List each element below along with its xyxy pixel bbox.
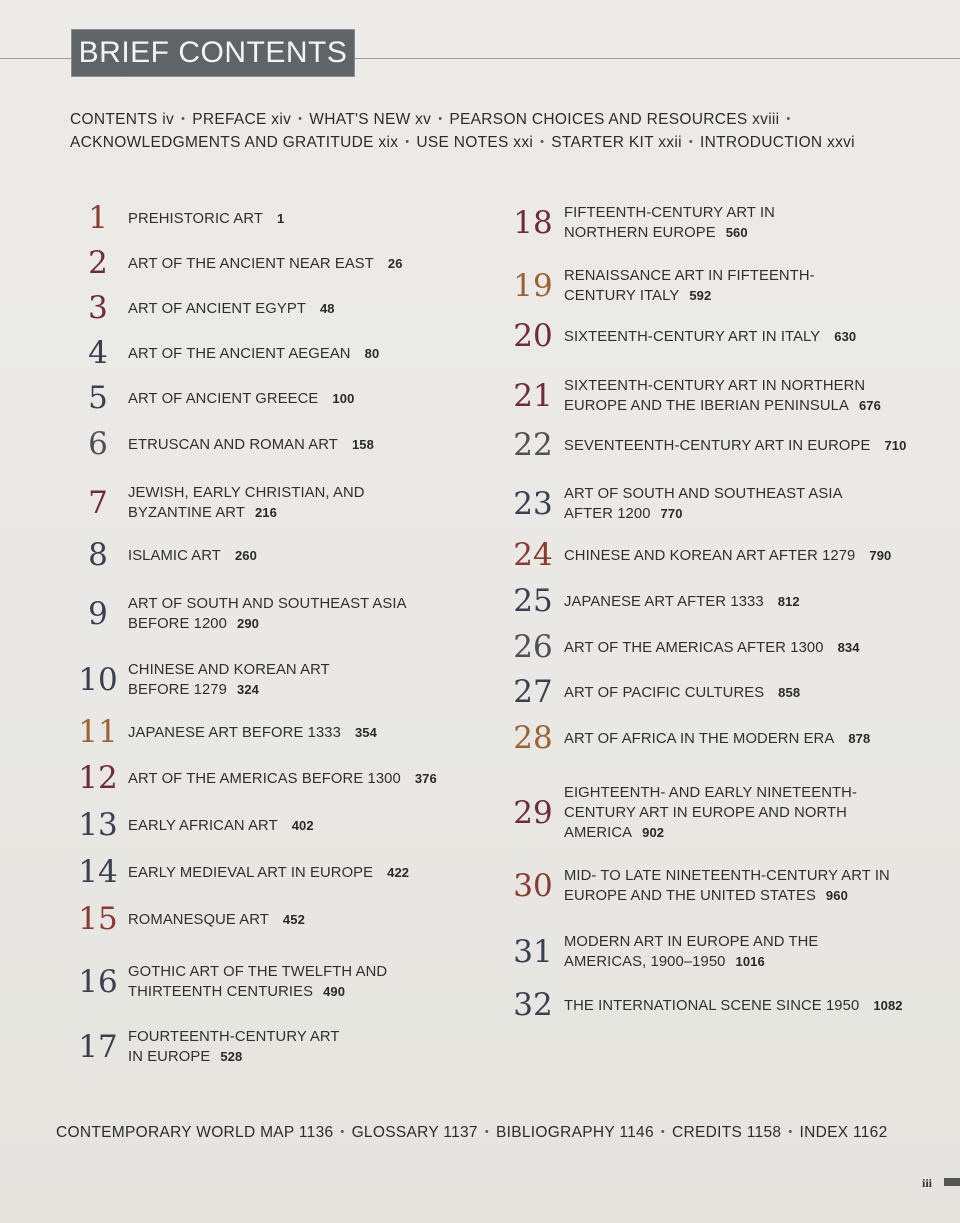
chapter-title bbox=[564, 996, 903, 1016]
chapter-title-line bbox=[564, 886, 890, 906]
chapter-title-line bbox=[564, 866, 890, 886]
chapter-number: 4 bbox=[88, 335, 108, 371]
chapter-number: 22 bbox=[513, 427, 553, 463]
chapter-title bbox=[128, 435, 374, 455]
chapter-title-line bbox=[564, 327, 856, 347]
chapter-entry[interactable] bbox=[502, 484, 843, 524]
chapter-entry[interactable] bbox=[68, 380, 355, 416]
chapter-page-number: 790 bbox=[869, 547, 892, 563]
chapter-title-line bbox=[564, 376, 881, 396]
chapter-entry[interactable] bbox=[68, 962, 387, 1002]
chapter-page-number: 902 bbox=[642, 825, 665, 840]
chapter-entry[interactable] bbox=[68, 594, 407, 634]
chapter-entry[interactable] bbox=[502, 720, 871, 756]
chapter-entry[interactable] bbox=[502, 783, 857, 843]
chapter-title-text: ART OF PACIFIC CULTURES bbox=[564, 684, 765, 701]
chapter-entry[interactable] bbox=[502, 427, 907, 463]
chapter-title-text: THE INTERNATIONAL SCENE SINCE 1950 bbox=[564, 997, 860, 1014]
bullet-separator: • bbox=[786, 113, 791, 125]
chapter-title-text: BEFORE 1279 bbox=[128, 682, 227, 698]
chapter-title-line bbox=[564, 266, 815, 286]
chapter-title-text: NORTHERN EUROPE bbox=[564, 225, 716, 241]
chapter-title-text: ISLAMIC ART bbox=[128, 547, 221, 564]
chapter-title-text: SIXTEENTH-CENTURY ART IN ITALY bbox=[564, 328, 821, 345]
chapter-title-text: ART OF THE ANCIENT NEAR EAST bbox=[128, 255, 374, 272]
page-title-text: BRIEF CONTENTS bbox=[78, 36, 348, 69]
chapter-title-text: JAPANESE ART AFTER 1333 bbox=[564, 593, 764, 610]
chapter-title-text: ART OF THE AMERICAS AFTER 1300 bbox=[564, 639, 824, 656]
chapter-number: 5 bbox=[88, 380, 108, 416]
chapter-page-number: 402 bbox=[291, 817, 314, 833]
chapter-entry[interactable] bbox=[502, 318, 857, 354]
chapter-title bbox=[564, 436, 906, 456]
chapter-number: 23 bbox=[513, 485, 553, 522]
front-matter-item[interactable]: USE NOTES xxi bbox=[416, 134, 534, 151]
chapter-number: 9 bbox=[88, 595, 108, 632]
chapter-title-text: IN EUROPE bbox=[128, 1049, 211, 1065]
chapter-title-line bbox=[564, 823, 857, 843]
chapter-title bbox=[564, 638, 860, 658]
chapter-title bbox=[128, 723, 377, 743]
chapter-title-line bbox=[564, 223, 775, 243]
chapter-page-number: 80 bbox=[364, 345, 380, 361]
chapter-entry[interactable] bbox=[68, 335, 380, 371]
chapter-number: 2 bbox=[88, 245, 108, 281]
chapter-title bbox=[564, 327, 856, 347]
chapter-title-line bbox=[128, 660, 330, 680]
chapter-title-text: ART OF THE ANCIENT AEGEAN bbox=[128, 345, 351, 362]
chapter-title-text: ART OF SOUTH AND SOUTHEAST ASIA bbox=[128, 596, 407, 612]
chapter-title bbox=[564, 683, 800, 703]
chapter-title-line bbox=[128, 344, 379, 364]
front-matter-line-1 bbox=[70, 108, 910, 131]
chapter-entry[interactable] bbox=[68, 901, 305, 937]
chapter-title-line bbox=[128, 680, 330, 700]
back-matter-item[interactable]: INDEX 1162 bbox=[799, 1124, 888, 1141]
chapter-title-line bbox=[564, 952, 818, 972]
chapter-page-number: 100 bbox=[332, 390, 355, 406]
bullet-separator: • bbox=[181, 113, 186, 125]
chapter-title bbox=[128, 594, 407, 634]
chapter-number: 32 bbox=[513, 987, 553, 1023]
chapter-title-line bbox=[564, 546, 891, 566]
chapter-title bbox=[564, 783, 857, 843]
chapter-entry[interactable] bbox=[502, 376, 881, 416]
bullet-separator: • bbox=[298, 113, 303, 125]
chapter-entry[interactable] bbox=[502, 932, 818, 972]
chapter-title-line bbox=[128, 723, 377, 743]
chapter-title-text: BEFORE 1200 bbox=[128, 616, 227, 632]
chapter-number: 30 bbox=[513, 867, 553, 904]
chapter-number: 10 bbox=[78, 661, 118, 698]
chapter-number: 18 bbox=[513, 204, 553, 241]
chapter-title-line bbox=[128, 769, 437, 789]
chapter-title-line bbox=[564, 396, 881, 416]
chapter-entry[interactable] bbox=[68, 483, 365, 523]
page-edge-tab bbox=[944, 1178, 960, 1186]
chapter-page-number: 560 bbox=[725, 225, 748, 240]
front-matter-item[interactable]: STARTER KIT xxii bbox=[551, 134, 682, 151]
chapter-title-line bbox=[564, 932, 818, 952]
chapter-entry[interactable] bbox=[502, 203, 775, 243]
chapter-title-text: ART OF THE AMERICAS BEFORE 1300 bbox=[128, 770, 401, 787]
chapter-page-number: 878 bbox=[848, 730, 871, 746]
chapter-title-line bbox=[128, 614, 407, 634]
chapter-page-number: 26 bbox=[387, 255, 403, 271]
chapter-number: 29 bbox=[513, 794, 553, 831]
bullet-separator: • bbox=[688, 136, 693, 148]
chapter-title bbox=[128, 389, 354, 409]
chapter-title bbox=[128, 546, 257, 566]
chapter-entry[interactable] bbox=[68, 245, 403, 281]
chapter-number: 21 bbox=[513, 377, 553, 414]
chapter-page-number: 158 bbox=[351, 436, 374, 452]
bullet-separator: • bbox=[660, 1126, 666, 1138]
chapter-page-number: 490 bbox=[323, 984, 346, 999]
front-matter-item[interactable]: ACKNOWLEDGMENTS AND GRATITUDE xix bbox=[70, 134, 399, 151]
chapter-page-number: 812 bbox=[777, 593, 800, 609]
chapter-title-line bbox=[128, 863, 409, 883]
chapter-title-line bbox=[128, 209, 284, 229]
chapter-entry[interactable] bbox=[68, 760, 437, 796]
chapter-title bbox=[128, 209, 284, 229]
chapter-title-text: THIRTEENTH CENTURIES bbox=[128, 984, 314, 1000]
chapter-entry[interactable] bbox=[502, 866, 890, 906]
chapter-title bbox=[128, 1027, 340, 1067]
chapter-number: 31 bbox=[513, 933, 553, 970]
chapter-title-text: SIXTEENTH-CENTURY ART IN NORTHERN bbox=[564, 378, 866, 394]
chapter-title-text: EUROPE AND THE UNITED STATES bbox=[564, 888, 816, 904]
chapter-title bbox=[128, 910, 305, 930]
chapter-number: 17 bbox=[78, 1028, 118, 1065]
chapter-title bbox=[564, 546, 891, 566]
chapter-title-text: ART OF ANCIENT EGYPT bbox=[128, 300, 306, 317]
chapter-title-text: BYZANTINE ART bbox=[128, 505, 245, 521]
chapter-page-number: 834 bbox=[837, 639, 860, 655]
chapter-title-text: CENTURY ART IN EUROPE AND NORTH bbox=[564, 805, 847, 821]
chapter-title-text: AMERICA bbox=[564, 825, 633, 841]
back-matter-item[interactable]: GLOSSARY 1137 bbox=[351, 1124, 478, 1141]
chapter-entry[interactable] bbox=[502, 987, 903, 1023]
chapter-title-text: JAPANESE ART BEFORE 1333 bbox=[128, 724, 341, 741]
chapter-title bbox=[128, 769, 437, 789]
chapter-number: 26 bbox=[513, 629, 553, 665]
chapter-entry[interactable] bbox=[68, 854, 410, 890]
chapter-title-text: FOURTEENTH-CENTURY ART bbox=[128, 1029, 340, 1045]
chapter-page-number: 528 bbox=[220, 1049, 243, 1064]
chapter-title-text: CENTURY ITALY bbox=[564, 288, 680, 304]
chapter-title-text: MID- TO LATE NINETEENTH-CENTURY ART IN bbox=[564, 868, 890, 884]
chapter-title bbox=[564, 484, 843, 524]
bullet-separator: • bbox=[438, 113, 443, 125]
chapter-title-text: ART OF AFRICA IN THE MODERN ERA bbox=[564, 730, 835, 747]
chapter-entry[interactable] bbox=[502, 583, 800, 619]
front-matter-item[interactable]: WHAT'S NEW xv bbox=[309, 111, 432, 128]
chapter-page-number: 422 bbox=[387, 864, 410, 880]
front-matter-list bbox=[70, 108, 910, 154]
chapter-title-line bbox=[128, 389, 354, 409]
chapter-title bbox=[564, 592, 800, 612]
chapter-title-line bbox=[128, 910, 305, 930]
page-title bbox=[72, 30, 354, 76]
front-matter-item[interactable]: CONTENTS iv bbox=[70, 111, 175, 128]
chapter-page-number: 324 bbox=[236, 682, 259, 697]
chapter-title-line bbox=[564, 638, 860, 658]
chapter-title-line bbox=[564, 286, 815, 306]
chapter-title-text: ART OF ANCIENT GREECE bbox=[128, 390, 319, 407]
chapter-title-line bbox=[128, 962, 387, 982]
chapter-title-line bbox=[128, 1027, 340, 1047]
chapter-number: 3 bbox=[88, 290, 108, 326]
chapter-page-number: 260 bbox=[234, 547, 257, 563]
chapter-number: 11 bbox=[78, 714, 118, 750]
chapter-title-line bbox=[128, 483, 365, 503]
chapter-page-number: 592 bbox=[689, 288, 712, 303]
chapter-page-number: 630 bbox=[834, 328, 857, 344]
chapter-number: 12 bbox=[78, 760, 118, 796]
chapter-entry[interactable] bbox=[68, 660, 330, 700]
chapter-entry[interactable] bbox=[68, 200, 285, 236]
chapter-entry[interactable] bbox=[68, 807, 314, 843]
chapter-title-line bbox=[128, 816, 314, 836]
chapter-number: 24 bbox=[513, 537, 553, 573]
chapter-title-text: EUROPE AND THE IBERIAN PENINSULA bbox=[564, 398, 849, 414]
chapter-number: 19 bbox=[513, 267, 553, 304]
chapter-page-number: 1016 bbox=[735, 954, 765, 969]
chapter-title bbox=[128, 962, 387, 1002]
chapter-title-text: CHINESE AND KOREAN ART bbox=[128, 662, 330, 678]
chapter-title-text: ART OF SOUTH AND SOUTHEAST ASIA bbox=[564, 486, 843, 502]
chapter-page-number: 960 bbox=[825, 888, 848, 903]
chapter-title-line bbox=[564, 783, 857, 803]
chapter-title-line bbox=[128, 594, 407, 614]
bullet-separator: • bbox=[484, 1126, 489, 1138]
chapter-page-number: 1082 bbox=[873, 997, 903, 1013]
chapter-title-text: AFTER 1200 bbox=[564, 506, 651, 522]
front-matter-item[interactable]: PEARSON CHOICES AND RESOURCES xviii bbox=[449, 111, 780, 128]
chapter-number: 28 bbox=[513, 720, 553, 756]
chapter-title-line bbox=[128, 435, 374, 455]
chapter-title-line bbox=[564, 484, 843, 504]
chapter-title-line bbox=[564, 803, 857, 823]
back-matter-item[interactable]: CONTEMPORARY WORLD MAP 1136 bbox=[56, 1124, 334, 1141]
chapter-title-text: EIGHTEENTH- AND EARLY NINETEENTH- bbox=[564, 785, 857, 801]
chapter-entry[interactable] bbox=[68, 714, 377, 750]
chapter-number: 8 bbox=[88, 537, 108, 573]
bullet-separator: • bbox=[788, 1126, 793, 1138]
chapter-page-number: 354 bbox=[354, 724, 377, 740]
chapter-page-number: 452 bbox=[282, 911, 305, 927]
chapter-title-text: GOTHIC ART OF THE TWELFTH AND bbox=[128, 964, 388, 980]
page-number: iii bbox=[922, 1176, 933, 1190]
chapter-number: 20 bbox=[513, 318, 553, 354]
back-matter-item[interactable]: CREDITS 1158 bbox=[672, 1124, 782, 1141]
chapter-entry[interactable] bbox=[502, 266, 815, 306]
chapter-title-line bbox=[564, 996, 903, 1016]
chapter-title-line bbox=[564, 729, 870, 749]
chapter-entry[interactable] bbox=[68, 537, 257, 573]
chapter-entry[interactable] bbox=[502, 537, 892, 573]
chapter-title bbox=[128, 344, 379, 364]
chapter-entry[interactable] bbox=[502, 629, 860, 665]
chapter-title bbox=[128, 299, 335, 319]
chapter-number: 13 bbox=[78, 807, 118, 843]
chapter-title-line bbox=[128, 254, 403, 274]
chapter-number: 6 bbox=[88, 426, 108, 462]
chapter-page-number: 290 bbox=[236, 616, 259, 631]
chapter-title-line bbox=[128, 503, 365, 523]
chapter-page-number: 1 bbox=[276, 210, 285, 226]
chapter-number: 16 bbox=[78, 963, 118, 1000]
chapter-title-text: PREHISTORIC ART bbox=[128, 210, 263, 227]
chapter-page-number: 48 bbox=[319, 300, 335, 316]
chapter-title-text: JEWISH, EARLY CHRISTIAN, AND bbox=[128, 485, 365, 501]
chapter-number: 25 bbox=[513, 583, 553, 619]
chapter-title bbox=[564, 866, 890, 906]
chapter-number: 27 bbox=[513, 674, 553, 710]
chapter-page-number: 216 bbox=[254, 505, 277, 520]
chapter-title bbox=[564, 203, 775, 243]
chapter-title-line bbox=[564, 436, 906, 456]
chapter-entry[interactable] bbox=[68, 290, 335, 326]
chapter-title-text: EARLY MEDIEVAL ART IN EUROPE bbox=[128, 864, 374, 881]
chapter-title-line bbox=[128, 546, 257, 566]
chapter-title-line bbox=[128, 1047, 340, 1067]
bullet-separator: • bbox=[405, 136, 410, 148]
chapter-page-number: 770 bbox=[660, 506, 683, 521]
chapter-title-line bbox=[564, 504, 843, 524]
chapter-title-line bbox=[564, 203, 775, 223]
bullet-separator: • bbox=[340, 1126, 345, 1138]
chapter-title-text: FIFTEENTH-CENTURY ART IN bbox=[564, 205, 775, 221]
front-matter-line-2 bbox=[70, 131, 910, 154]
chapter-page-number: 710 bbox=[884, 437, 907, 453]
chapter-entry[interactable] bbox=[502, 674, 801, 710]
chapter-title-text: EARLY AFRICAN ART bbox=[128, 817, 278, 834]
chapter-title-text: AMERICAS, 1900–1950 bbox=[564, 954, 726, 970]
chapter-title bbox=[564, 932, 818, 972]
chapter-title-text: ROMANESQUE ART bbox=[128, 911, 269, 928]
chapter-page-number: 376 bbox=[414, 770, 437, 786]
chapter-number: 7 bbox=[88, 484, 108, 521]
chapter-title bbox=[128, 816, 314, 836]
chapter-page-number: 676 bbox=[858, 398, 881, 413]
chapter-page-number: 858 bbox=[778, 684, 801, 700]
chapter-number: 1 bbox=[88, 200, 108, 236]
bullet-separator: • bbox=[540, 136, 545, 148]
chapter-title-text: RENAISSANCE ART IN FIFTEENTH- bbox=[564, 268, 815, 284]
chapter-title bbox=[128, 483, 365, 523]
back-matter-item[interactable]: BIBLIOGRAPHY 1146 bbox=[496, 1124, 654, 1141]
front-matter-item[interactable]: PREFACE xiv bbox=[192, 111, 292, 128]
chapter-title-text: ETRUSCAN AND ROMAN ART bbox=[128, 436, 338, 453]
chapter-title bbox=[564, 266, 815, 306]
chapter-title bbox=[128, 254, 403, 274]
chapter-title-text: SEVENTEENTH-CENTURY ART IN EUROPE bbox=[564, 437, 871, 454]
chapter-entry[interactable] bbox=[68, 1027, 340, 1067]
chapter-title-line bbox=[564, 683, 800, 703]
chapter-number: 14 bbox=[78, 854, 118, 890]
chapter-number: 15 bbox=[78, 901, 118, 937]
chapter-title-text: MODERN ART IN EUROPE AND THE bbox=[564, 934, 819, 950]
back-matter-list bbox=[56, 1124, 946, 1142]
chapter-title bbox=[128, 660, 330, 700]
chapter-title bbox=[128, 863, 409, 883]
chapter-entry[interactable] bbox=[68, 426, 374, 462]
chapter-title bbox=[564, 729, 870, 749]
chapter-title bbox=[564, 376, 881, 416]
chapter-title-line bbox=[128, 982, 387, 1002]
chapter-title-line bbox=[564, 592, 800, 612]
chapter-title-text: CHINESE AND KOREAN ART AFTER 1279 bbox=[564, 547, 856, 564]
front-matter-item[interactable]: INTRODUCTION xxvi bbox=[700, 134, 855, 151]
chapter-title-line bbox=[128, 299, 335, 319]
